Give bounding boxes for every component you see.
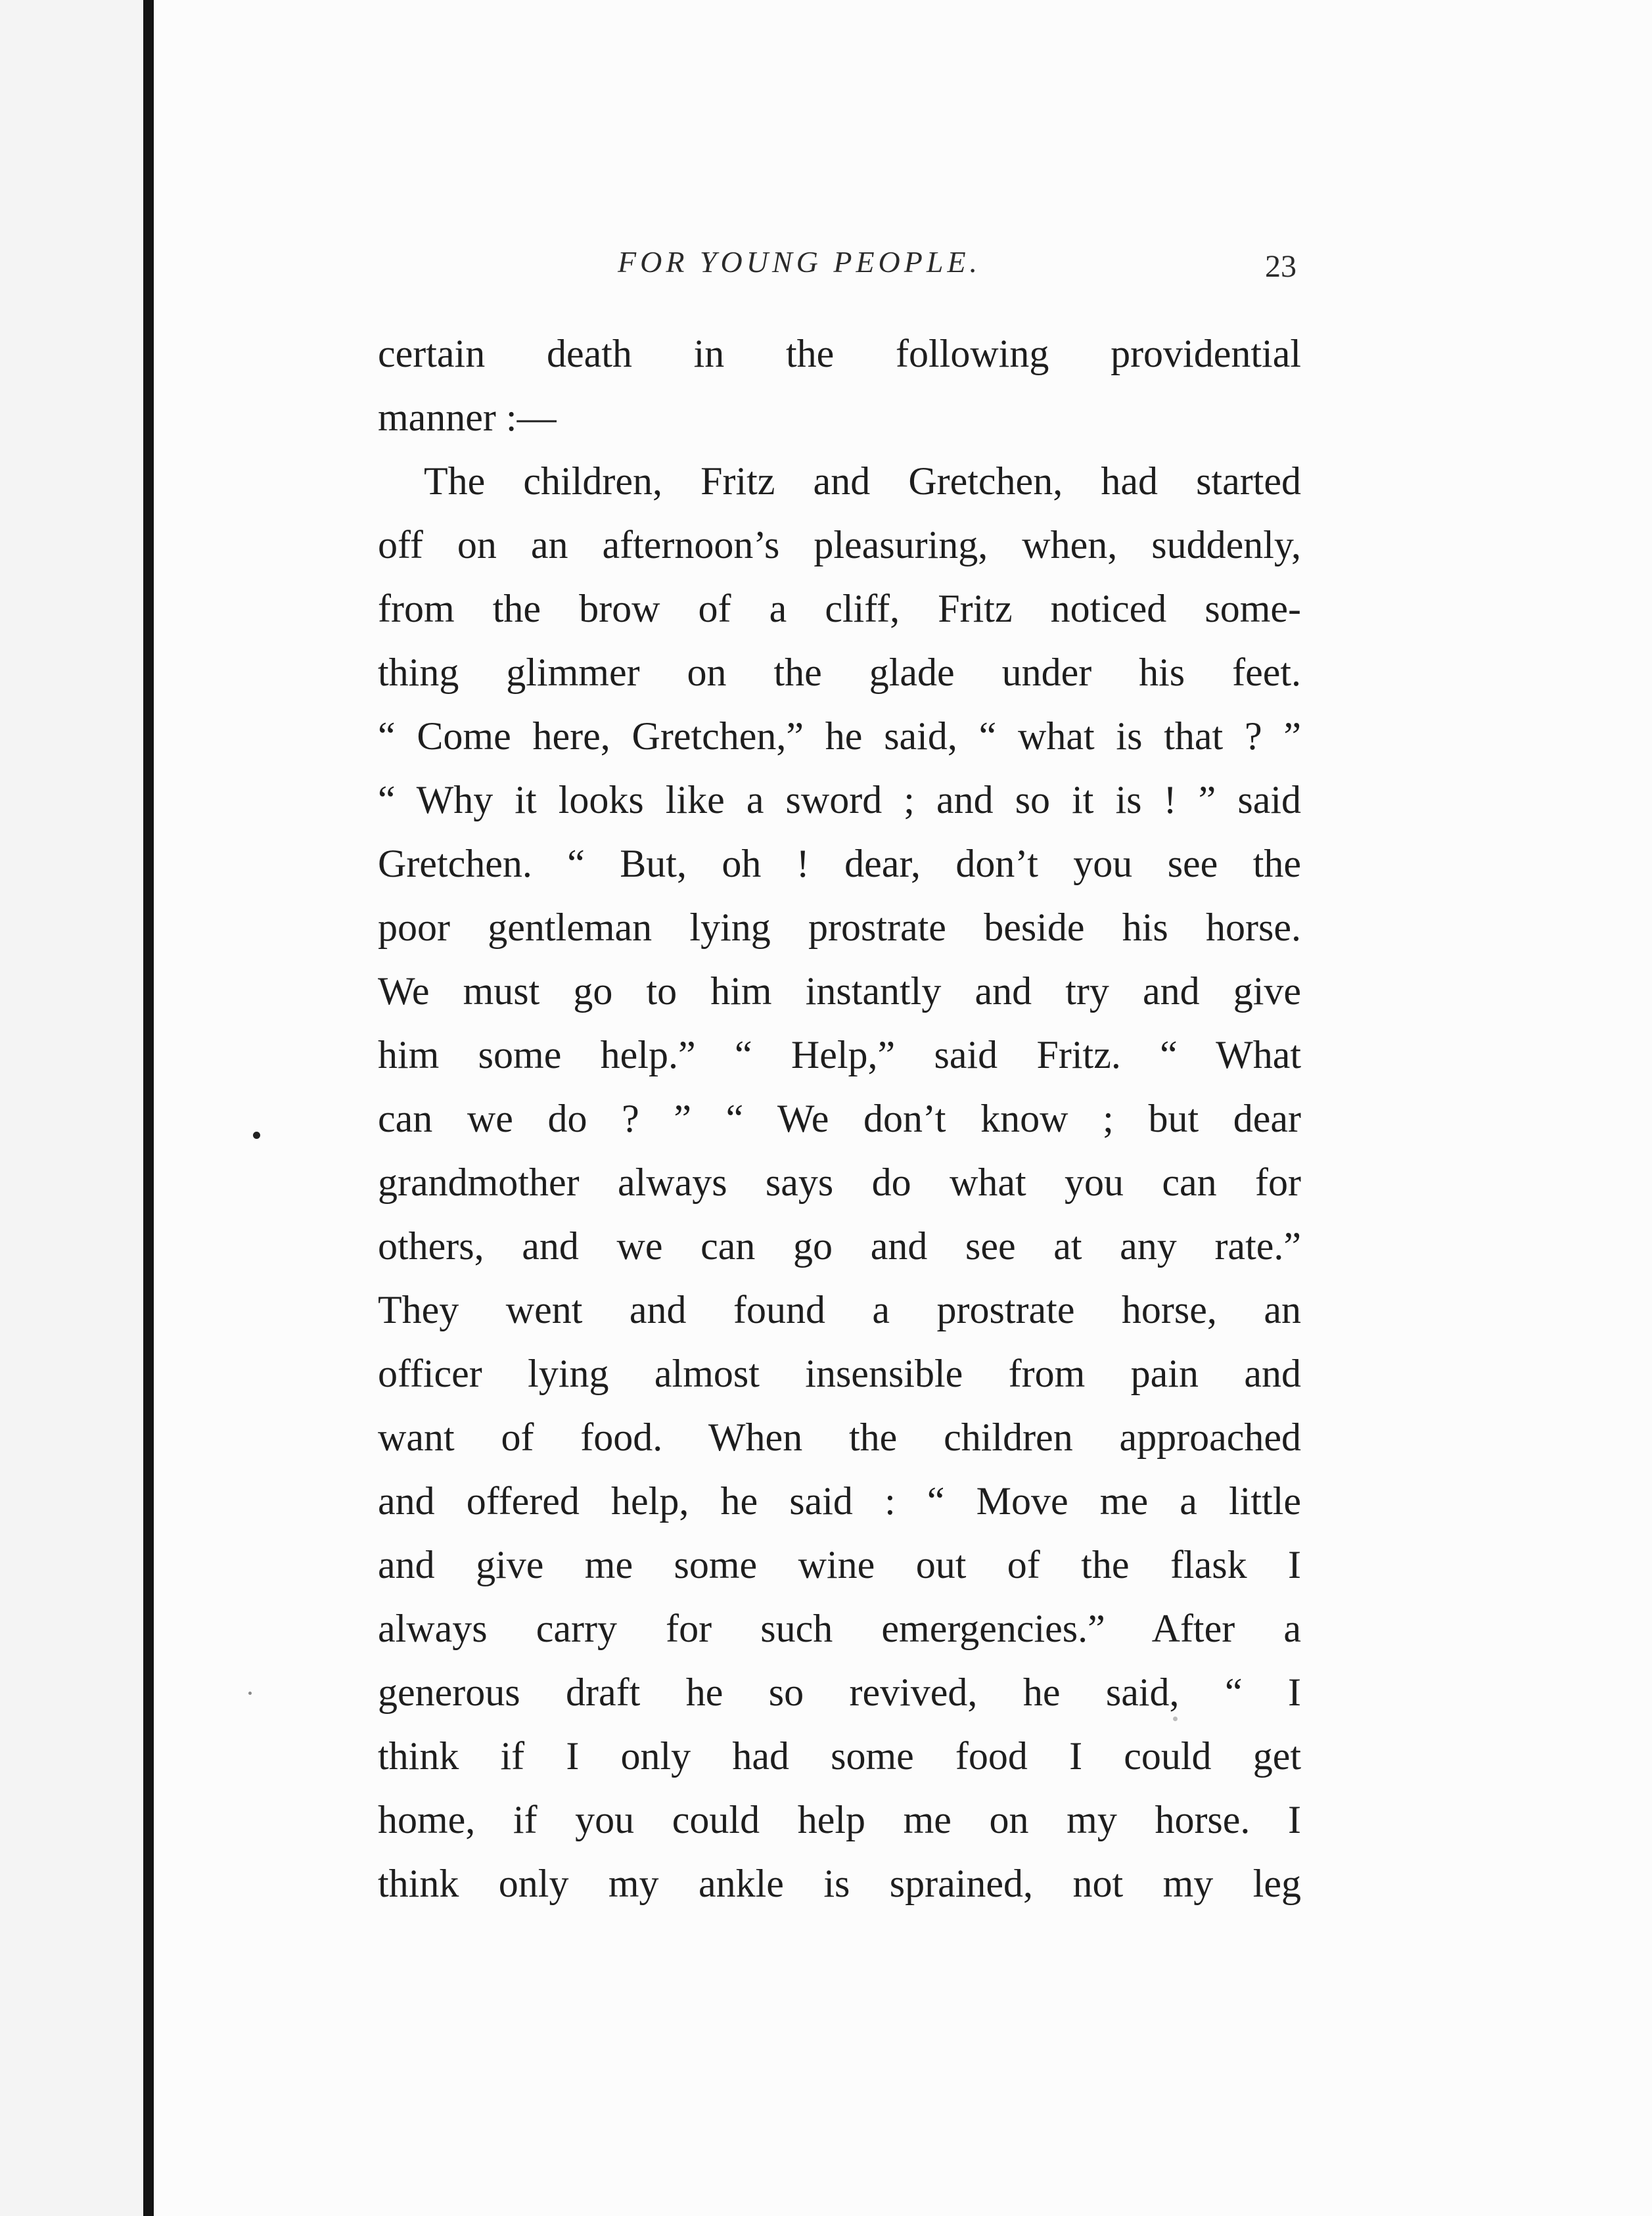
running-head: FOR YOUNG PEOPLE. xyxy=(618,245,982,279)
ink-speck xyxy=(248,1692,252,1695)
text-line: off on an afternoon’s pleasuring, when, suddenly, xyxy=(378,523,1301,566)
left-page-margin xyxy=(0,0,143,2216)
ink-speck xyxy=(253,1132,260,1139)
text-line: manner :— xyxy=(378,396,557,439)
text-line: poor gentleman lying prostrate beside his horse. xyxy=(378,906,1301,949)
text-line: from the brow of a cliff, Fritz noticed some- xyxy=(378,587,1301,630)
text-line: Gretchen. “ But, oh ! dear, don’t you see the xyxy=(378,842,1301,885)
text-line: think only my ankle is sprained, not my leg xyxy=(378,1862,1301,1905)
text-line: him some help.” “ Help,” said Fritz. “ What xyxy=(378,1033,1301,1076)
text-line: We must go to him instantly and try and give xyxy=(378,969,1301,1013)
text-line: “ Why it looks like a sword ; and so it is ! ” said xyxy=(378,778,1301,821)
text-line: officer lying almost insensible from pain and xyxy=(378,1352,1301,1395)
text-line: and offered help, he said : “ Move me a little xyxy=(378,1479,1301,1523)
text-line: can we do ? ” “ We don’t know ; but dear xyxy=(378,1097,1301,1140)
text-line: grandmother always says do what you can for xyxy=(378,1161,1301,1204)
text-line: The children, Fritz and Gretchen, had started xyxy=(424,459,1301,503)
page-number: 23 xyxy=(1265,249,1296,284)
text-line: and give me some wine out of the flask I xyxy=(378,1543,1301,1586)
text-line: always carry for such emergencies.” After a xyxy=(378,1607,1301,1650)
text-line: certain death in the following providential xyxy=(378,332,1301,375)
ink-speck xyxy=(1173,1717,1178,1721)
text-line: others, and we can go and see at any rate.” xyxy=(378,1224,1301,1268)
text-line: generous draft he so revived, he said, “ I xyxy=(378,1671,1301,1714)
body-text xyxy=(378,322,1301,1916)
text-line: home, if you could help me on my horse. I xyxy=(378,1798,1301,1841)
text-line: They went and found a prostrate horse, an xyxy=(378,1288,1301,1331)
text-line: “ Come here, Gretchen,” he said, “ what is that ? ” xyxy=(378,714,1301,758)
binding-edge-rule xyxy=(143,0,154,2216)
text-line: thing glimmer on the glade under his feet. xyxy=(378,651,1301,694)
text-line: want of food. When the children approached xyxy=(378,1416,1301,1459)
text-line: think if I only had some food I could get xyxy=(378,1734,1301,1778)
